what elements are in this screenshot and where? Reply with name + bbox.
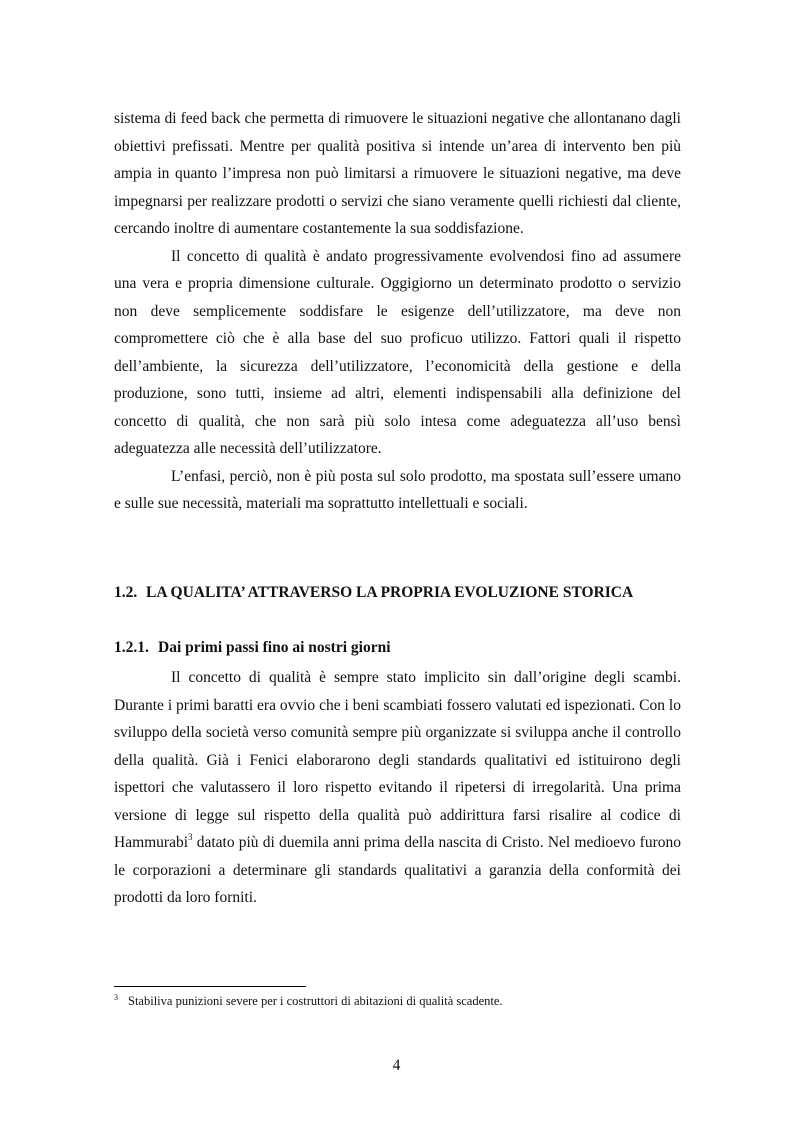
paragraph-4-text-a: Il concetto di qualità è sempre stato implicito sin dall’origine degli scambi. Durante i primi baratti era ovvio che i beni scambiati fossero valutati ed ispezionati. Con lo sviluppo della società verso comunità sempre più organizzate si sviluppa anche il controllo della qualità. Già i Fenici elaborarono degli standards qualitativi ed istituirono degli ispettori che valutassero il loro rispetto evitando il ripetersi di irregolarità. Una prima versione di legge sul rispetto della qualità può addirittura farsi risalire al codice di Hammurabi xyxy=(114,669,681,851)
paragraph-3: L’enfasi, perciò, non è più posta sul solo prodotto, ma spostata sull’essere umano e sulle sue necessità, materiali ma soprattutto intellettuali e sociali. xyxy=(114,467,681,512)
paragraph-4-text-b: datato più di duemila anni prima della nascita di Cristo. Nel medioevo furono le corporazioni a determinare gli standards qualitativi a garanzia della conformità dei prodotti da loro forniti. xyxy=(114,834,681,906)
section-number: 1.2. xyxy=(114,584,138,601)
page-number: 4 xyxy=(392,1057,401,1074)
subsection-heading xyxy=(114,638,391,658)
section-content xyxy=(114,664,681,912)
footnote-text: Stabiliva punizioni severe per i costruttori di abitazioni di qualità scadente. xyxy=(128,994,503,1008)
section-title: LA QUALITA’ ATTRAVERSO LA PROPRIA EVOLUZIONE STORICA xyxy=(146,584,634,601)
subsection-title: Dai primi passi fino ai nostri giorni xyxy=(158,639,391,656)
footnote-divider xyxy=(114,986,306,987)
page-body xyxy=(114,105,681,906)
footnote-reference[interactable]: 3 xyxy=(188,832,193,842)
paragraph-2: Il concetto di qualità è andato progressivamente evolvendosi fino ad assumere una vera e propria dimensione culturale. Oggigiorno un determinato prodotto o servizio non deve semplicemente soddisfare le esigenze dell’utilizzatore, ma deve non compromettere ciò che è alla base del suo proficuo utilizzo. Fattori quali il rispetto dell’ambiente, la sicurezza dell’utilizzatore, l’economicità della gestione e della produzione, sono tutti, insieme ad altri, elementi indispensabili alla definizione del concetto di qualità, che non sarà più solo intesa come adeguatezza all’uso bensì adeguatezza alle necessità dell’utilizzatore. xyxy=(114,247,681,457)
footnote: 3 Stabiliva punizioni severe per i costruttori di abitazioni di qualità scadente. xyxy=(114,993,503,1008)
subsection-number: 1.2.1. xyxy=(114,639,149,656)
section-heading xyxy=(114,583,633,603)
paragraph-4 xyxy=(114,664,681,912)
paragraph-1: sistema di feed back che permetta di rimuovere le situazioni negative che allontanano dagli obiettivi prefissati. Mentre per qualità positiva si intende un’area di intervento ben più ampia in quanto l’impresa non può limitarsi a rimuovere le situazioni negative, ma deve impegnarsi per realizzare prodotti o servizi che siano veramente quelli richiesti dal cliente, cercando inoltre di aumentare costantemente la sua soddisfazione. xyxy=(114,110,681,237)
